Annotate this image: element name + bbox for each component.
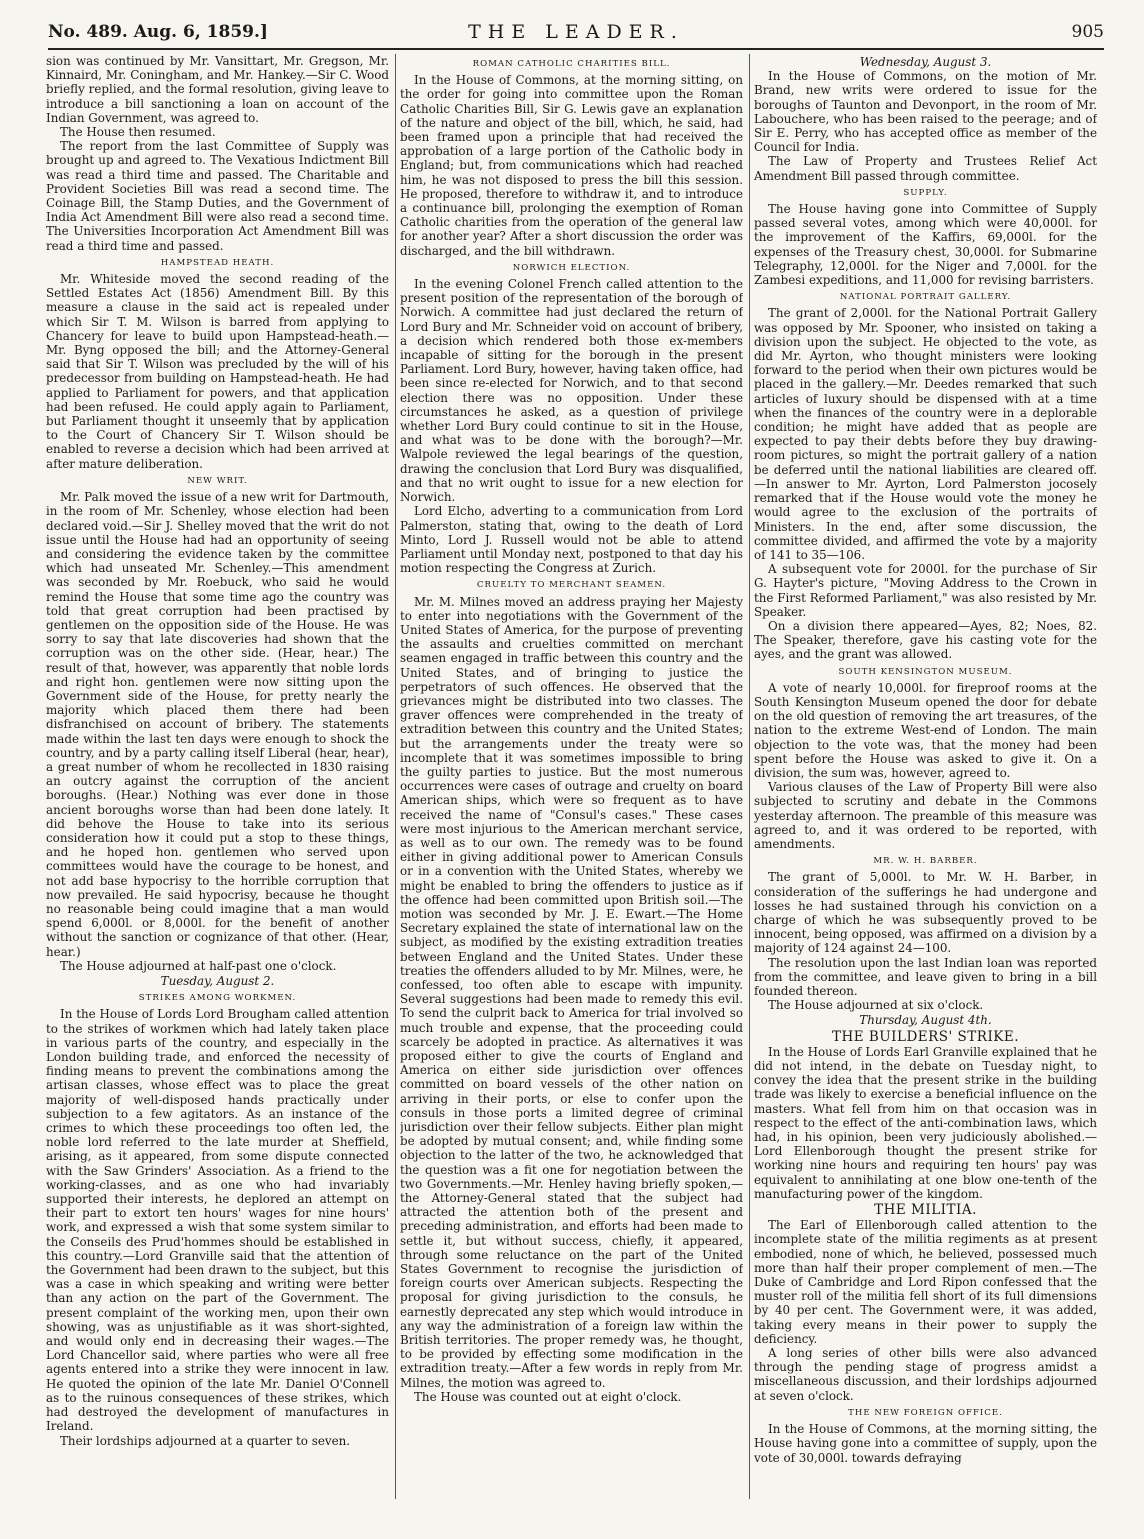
paragraph: The House was counted out at eight o'clock. (414, 1389, 682, 1404)
section-heading: THE BUILDERS' STRIKE. (831, 1028, 1020, 1045)
paragraph: Mr. M. Milnes moved an address praying her Majesty to enter into negotiations with the Government of the United States of America, for the purpose of preventing the assaults and cruelties committed on merchant seamen engaged in traffic between this country and the United States, and of bringing to justice the perpetrators of such offences. He observed that the grievances might be distributed into two classes. The graver offences were comprehended in the treaty of extradition between this country and the United States; but the arrangements under the treaty were so incomplete that it was sometimes impossible to bring the guilty parties to justice. But the most numerous occurrences were cases of outrage and cruelty on board American ships, which were so frequent as to have received the name of "Consul's cases." These cases were most injurious to the American merchant service, as well as to our own. The remedy was to be found either in giving additional power to American Consuls or in a convention with the United States, whereby we might be enabled to bring the offenders to justice as if the offence had been committed upon British soil.—The motion was seconded by Mr. J. E. Ewart.—The Home Secretary explained the state of international law on the subject, as modified by the existing extradition treaties between England and the United States. Under these treaties the offenders alluded to by Mr. Milnes, were, he confessed, too often able to escape with impunity. Several suggestions had been made to remedy this evil. To send the culprit back to America for trial involved so much trouble and expense, that the proceeding could scarcely be adopted in practice. As alternatives it was proposed either to give the courts of England and America on either side jurisdiction over offences committed on board vessels of the other nation on arriving in their ports, or else to confer upon the consuls in those ports a limited degree of criminal jurisdiction over their fellow subjects. Either plan might be adopted by mutual consent; and, while finding some objection to the latter of the two, he acknowledged that the question was a fit one for negotiation between the two Governments.—Mr. Henley having briefly spoken,—the Attorney-General stated that the subject had attracted the attention both of the present and preceding administration, and efforts had been made to settle it, but without success, chiefly, it appeared, through some reluctance on the part of the United States Government to recognise the jurisdiction of foreign courts over American subjects. Respecting the proposal for giving jurisdiction to the consuls, he earnestly deprecated any step which would introduce in any way the administration of a foreign law within the British territories. The proper remedy was, he thought, to be provided by effecting some modification in the extradition treaty.—After a few words in reply from Mr. Milnes, the motion was agreed to. (400, 594, 743, 1390)
paragraph: Mr. Whiteside moved the second reading of the Settled Estates Act (1856) Amendment Bill. By this measure a clause in the said act is repealed under which Sir T. M. Wilson is barred from applying to Chancery for leave to build upon Hampstead-heath.—Mr. Byng opposed the bill; and the Attorney-General said that Sir T. Wilson was precluded by the will of his predecessor from building on Hampstead-heath. He had applied to Parliament for powers, and that application had been refused. He could apply again to Parliament, but Parliament thought it unseemly that by application to the Court of Chancery Sir T. Wilson should be enabled to reverse a decision which had been arrived at after mature deliberation. (46, 272, 389, 471)
paragraph: Lord Elcho, adverting to a communication from Lord Palmerston, stating that, owing to the death of Lord Minto, Lord J. Russell would not be able to attend Parliament until Monday next, postponed to that day his motion respecting the Congress at Zurich. (400, 504, 743, 576)
paragraph: Various clauses of the Law of Property Bill were also subjected to scrutiny and debate in the Commons yesterday afternoon. The preamble of this measure was agreed to, and it was ordered to be reported, with amendments. (754, 780, 1097, 851)
newspaper-title: THE LEADER. (468, 21, 684, 43)
section-heading: SOUTH KENSINGTON MUSEUM. (838, 666, 1013, 677)
paragraph: On a division there appeared—Ayes, 82; Noes, 82. The Speaker, therefore, gave his casting vote for the ayes, and the grant was allowed. (754, 618, 1097, 662)
section-heading: THE MILITIA. (874, 1202, 977, 1219)
section-heading: THE NEW FOREIGN OFFICE. (848, 1407, 1003, 1418)
section-heading: MR. W. H. BARBER. (873, 856, 978, 867)
section-heading: CRUELTY TO MERCHANT SEAMEN. (476, 580, 667, 591)
paragraph: In the House of Lords Earl Granville explained that he did not intend, in the debate on Tuesday night, to convey the idea that the present strike in the building trade was likely to exercise a beneficial influence on the masters. What fell from him on that occasion was in respect to the effect of the anti-combination laws, which had, in his opinion, been very judiciously abolished.—Lord Ellenborough thought the present strike for working nine hours and requiring ten hours' pay was equivalent to annihilating at one blow one-tenth of the manufacturing power of the kingdom. (754, 1044, 1097, 1201)
section-heading: SUPPLY. (903, 187, 948, 198)
paragraph: In the evening Colonel French called attention to the present position of the representation of the borough of Norwich. A committee had just declared the return of Lord Bury and Mr. Schneider void on account of bribery, a decision which rendered both those ex-members incapable of sitting for the borough in the present Parliament. Lord Bury, however, having taken office, had been since re-elected for Norwich, and to that second election there was no opposition. Under these circumstances he asked, as a question of privilege whether Lord Bury could continue to sit in the House, and what was to be done with the borough?—Mr. Walpole reviewed the legal bearings of the question, drawing the conclusion that Lord Bury was disqualified, and that no writ ought to issue for a new election for Norwich. (400, 277, 743, 505)
header-rule (48, 48, 1104, 50)
date-heading: Thursday, August 4th. (859, 1013, 992, 1028)
section-heading: NEW WRIT. (187, 475, 248, 486)
paragraph: In the House of Commons, at the morning sitting, the House having gone into a committee of supply, upon the vote of 30,000l. towards defraying (754, 1422, 1097, 1465)
paragraph: Their lordships adjourned at a quarter to seven. (60, 1433, 351, 1448)
paragraph: In the House of Commons, on the motion of Mr. Brand, new writs were ordered to issue for the boroughs of Taunton and Devonport, in the room of Mr. Labouchere, who has been raised to the peerage; and of Sir E. Perry, who has accepted office as member of the Council for India. (754, 69, 1097, 155)
page-number: 905 (1071, 22, 1104, 42)
paragraph: The grant of 5,000l. to Mr. W. H. Barber, in consideration of the sufferings he had undergone and losses he had sustained through his conviction on a charge of which he was subsequently proved to be innocent, being opposed, was affirmed on a division by a majority of 124 against 24—100. (754, 870, 1097, 956)
column-1 (46, 54, 389, 1501)
date-heading: Tuesday, August 2. (160, 974, 275, 988)
paragraph: In the House of Commons, at the morning sitting, on the order for going into committee upon the Roman Catholic Charities Bill, Sir G. Lewis gave an explanation of the nature and object of the bill, which, he said, had been framed upon a principle that had received the approbation of a large portion of the Catholic body in England; but, from communications which had reached him, he was not disposed to press the bill this session. He proposed, therefore to withdraw it, and to introduce a continuance bill, prolonging the exemption of Roman Catholic charities from the operation of the general law for another year? After a short discussion the order was discharged, and the bill withdrawn. (400, 73, 743, 258)
column-divider (395, 54, 396, 1499)
section-heading: NATIONAL PORTRAIT GALLERY. (839, 292, 1012, 303)
paragraph: The House adjourned at half-past one o'clock. (60, 958, 337, 973)
date-heading: Wednesday, August 3. (859, 55, 992, 69)
paragraph: The House then resumed. (60, 125, 216, 140)
masthead (48, 22, 1104, 48)
paragraph: Mr. Palk moved the issue of a new writ for Dartmouth, in the room of Mr. Schenley, whose election had been declared void.—Sir J. Shelley moved that the writ do not issue until the House had had an opportunity of seeing and considering the evidence taken by the committee which had unseated Mr. Schenley.—This amendment was seconded by Mr. Roebuck, who said he would remind the House that some time ago the country was told that great corruption had been practised by gentlemen on the opposition side of the House. He was sorry to say that late discoveries had shown that the corruption was on the other side. (Hear, hear.) The result of that, however, was apparently that noble lords and right hon. gentlemen were now sitting upon the Government side of the House, for pretty nearly the majority which placed them there had been disfranchised on account of bribery. The statements made within the last ten days were enough to shock the country, and by a party calling itself Liberal (hear, hear), a great number of whom he recollected in 1830 raising an outcry against the corruption of the ancient boroughs. (Hear.) Nothing was ever done in those ancient boroughs worse than had been done lately. It did behove the House to take into its serious consideration how it could put a stop to these things, and he hoped hon. gentlemen who served upon committees would have the courage to be honest, and not add base hypocrisy to the horrible corruption that now prevailed. He said hypocrisy, because he thought no reasonable being could imagine that a man would spend 6,000l. or 8,000l. for the benefit of another without the sanction or cognizance of that other. (Hear, hear.) (46, 490, 389, 959)
section-heading: NORWICH ELECTION. (512, 262, 631, 273)
paragraph: The Law of Property and Trustees Relief Act Amendment Bill passed through committee. (754, 154, 1097, 183)
paragraph: The grant of 2,000l. for the National Portrait Gallery was opposed by Mr. Spooner, who insisted on taking a division upon the subject. He objected to the vote, as did Mr. Ayrton, who thought ministers were looking forward to the period when their own pictures would be placed in the gallery.—Mr. Deedes remarked that such articles of luxury should be dispensed with at a time when the finances of the country were in a deplorable condition; he might have added that as people are expected to pay their debts before they buy drawing-room pictures, so might the portrait gallery of a nation be deferred until the national liabilities are cleared off.—In answer to Mr. Ayrton, Lord Palmerston jocosely remarked that if the House would vote the money he would agree to the exclusion of the portraits of Ministers. In the end, after some discussion, the committee divided, and affirmed the vote by a majority of 141 to 35—106. (754, 306, 1097, 562)
column-divider (749, 54, 750, 1499)
paragraph: The resolution upon the last Indian loan was reported from the committee, and leave given to bring in a bill founded thereon. (754, 955, 1097, 998)
paragraph: In the House of Lords Lord Brougham called attention to the strikes of workmen which had lately taken place in various parts of the country, and especially in the London building trade, and enforced the necessity of finding means to prevent the combinations among the artisan classes, whose effect was to place the great majority of well-disposed hands practically under subjection to a few agitators. As an instance of the crimes to which these proceedings too often led, the noble lord referred to the late murder at Sheffield, arising, as it appeared, from some dispute connected with the Saw Grinders' Association. As a friend to the working-classes, and as one who had invariably supported their interests, he deplored an attempt on their part to extort ten hours' wages for nine hours' work, and expressed a wish that some system similar to the Conseils des Prud'hommes should be established in this country.—Lord Granville said that the attention of the Government had been drawn to the subject, but this was a case in which speaking and writing were better than any action on the part of the Government. The present complaint of the working men, upon their own showing, was as unjustifiable as it was short-sighted, and would only end in decreasing their wages.—The Lord Chancellor said, where parties who were all free agents entered into a strike they were innocent in law. He quoted the opinion of the late Mr. Daniel O'Connell as to the ruinous consequences of these strikes, which had destroyed the development of manufactures in Ireland. (46, 1007, 389, 1434)
paragraph: The report from the last Committee of Supply was brought up and agreed to. The Vexatious Indictment Bill was read a third time and passed. The Charitable and Provident Societies Bill was read a second time. The Coinage Bill, the Stamp Duties, and the Government of India Act Amendment Bill were also read a second time. The Universities Incorporation Act Amendment Bill was read a third time and passed. (46, 139, 389, 253)
column-2 (400, 54, 743, 1501)
paragraph: The House having gone into Committee of Supply passed several votes, among which were 40,000l. for the improvement of the Kaffirs, 69,000l. for the expenses of the Treasury chest, 30,000l. for Submarine Telegraphy, 12,000l. for the Niger and 7,000l. for the Zambesi expeditions, and 11,000 for revising barristers. (754, 202, 1097, 288)
section-heading: ROMAN CATHOLIC CHARITIES BILL. (472, 59, 671, 69)
paragraph: A long series of other bills were also advanced through the pending stage of progress amidst a miscellaneous discussion, and their lordships adjourned at seven o'clock. (754, 1346, 1097, 1403)
paragraph: sion was continued by Mr. Vansittart, Mr. Gregson, Mr. Kinnaird, Mr. Coningham, and Mr. Hankey.—Sir C. Wood briefly replied, and the formal resolution, giving leave to introduce a bill sanctioning a loan on account of the Indian Government, was agreed to. (46, 54, 389, 125)
section-heading: HAMPSTEAD HEATH. (160, 257, 275, 268)
paragraph: A vote of nearly 10,000l. for fireproof rooms at the South Kensington Museum opened the door for debate on the old question of removing the art treasures, of the nation to the extreme West-end of London. The main objection to the vote was, that the money had been spent before the House was asked to give it. On a division, the sum was, however, agreed to. (754, 680, 1097, 780)
paragraph: A subsequent vote for 2000l. for the purchase of Sir G. Hayter's picture, "Moving Address to the Crown in the First Reformed Parliament," was also resisted by Mr. Speaker. (754, 562, 1097, 619)
paragraph: The House adjourned at six o'clock. (768, 998, 984, 1013)
column-3 (754, 54, 1097, 1501)
section-heading: STRIKES AMONG WORKMEN. (138, 993, 297, 1004)
issue-date: No. 489. Aug. 6, 1859.] (48, 22, 268, 42)
paragraph: The Earl of Ellenborough called attention to the incomplete state of the militia regiments as at present embodied, none of which, he believed, possessed much more than half their proper complement of men.—The Duke of Cambridge and Lord Ripon confessed that the muster roll of the militia fell short of its full dimensions by 40 per cent. The Government were, it was added, taking every means in their power to supply the deficiency. (754, 1218, 1097, 1346)
